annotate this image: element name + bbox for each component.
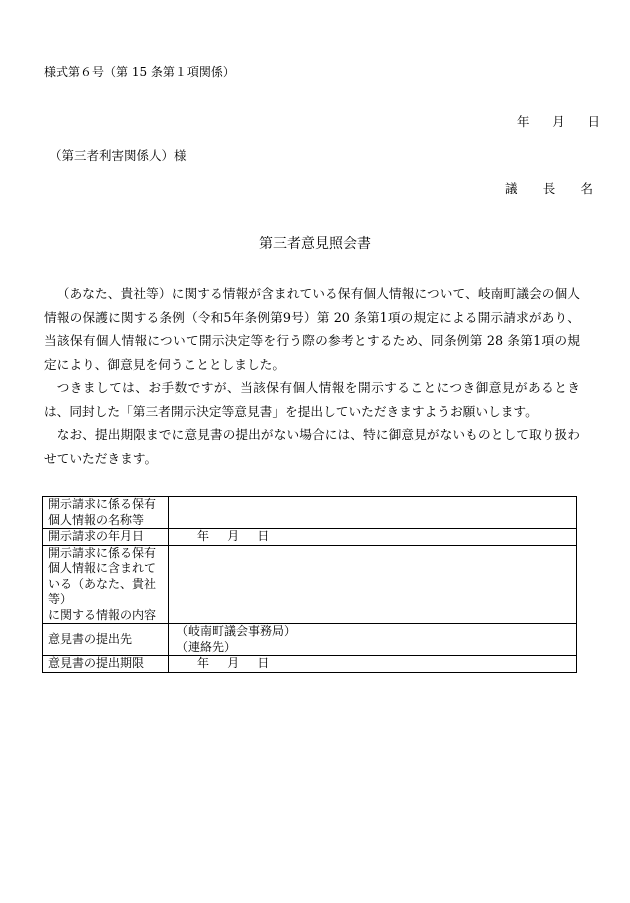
- date-line: 年 月 日: [517, 114, 610, 129]
- label-line: 個人情報に含まれて: [48, 561, 157, 575]
- body-paragraph: なお、提出期限までに意見書の提出がない場合には、特に御意見がないものとして取り扱わせていただきます。: [44, 427, 580, 466]
- table-label-cell: [43, 656, 169, 673]
- contact-info: （連絡先）: [176, 639, 237, 654]
- label-line: 開示請求の年月日: [48, 529, 145, 543]
- table-label-cell: [43, 545, 169, 624]
- table-label-cell: [43, 529, 169, 546]
- info-table: [42, 496, 577, 673]
- table-value-cell[interactable]: [169, 529, 577, 546]
- table-label-cell: [43, 624, 169, 656]
- label-line: に関する情報の内容: [48, 607, 157, 622]
- table-value-cell[interactable]: [169, 497, 577, 529]
- table-row: [43, 497, 577, 529]
- body-paragraph: （あなた、貴社等）に関する情報が含まれている保有個人情報について、岐南町議会の個人情報の保護に関する条例（令和5年条例第9号）第 20 条第1項の規定による開示請求があり、当該保有個人情報について開示決定等を行う際の参考とするため、同条例第 28 条第1項の規定により、御意見を伺うこととしました。: [44, 286, 580, 372]
- table-row: [43, 529, 577, 546]
- table-row: [43, 545, 577, 624]
- body-paragraph: つきましては、お手数ですが、当該保有個人情報を開示することにつき御意見があるときは、同封した「第三者開示決定等意見書」を提出していただきますようお願いします。: [44, 380, 580, 419]
- label-line: 個人情報の名称等: [48, 512, 145, 527]
- table-label-cell: [43, 497, 169, 529]
- table-value-cell[interactable]: [169, 656, 577, 673]
- table-value-cell[interactable]: [169, 545, 577, 624]
- addressee: （第三者利害関係人）様: [49, 148, 187, 163]
- table-value-cell[interactable]: [169, 624, 577, 656]
- table-row: [43, 656, 577, 673]
- label-line: いる（あなた、貴社等）: [48, 576, 157, 606]
- submission-office: （岐南町議会事務局）: [176, 624, 297, 638]
- table-row: [43, 624, 577, 656]
- document-title: 第三者意見照会書: [259, 236, 371, 252]
- label-line: 開示請求に係る保有: [48, 497, 157, 511]
- request-date-fields: 年 月 日: [197, 529, 277, 543]
- body-text: [44, 282, 580, 470]
- label-line: 意見書の提出期限: [48, 656, 145, 670]
- chair-name: 議 長 名: [505, 181, 604, 196]
- form-number: 様式第６号（第 15 条第１項関係）: [44, 65, 235, 79]
- label-line: 開示請求に係る保有: [48, 545, 157, 560]
- deadline-date-fields: 年 月 日: [197, 656, 277, 670]
- label-line: 意見書の提出先: [48, 631, 133, 646]
